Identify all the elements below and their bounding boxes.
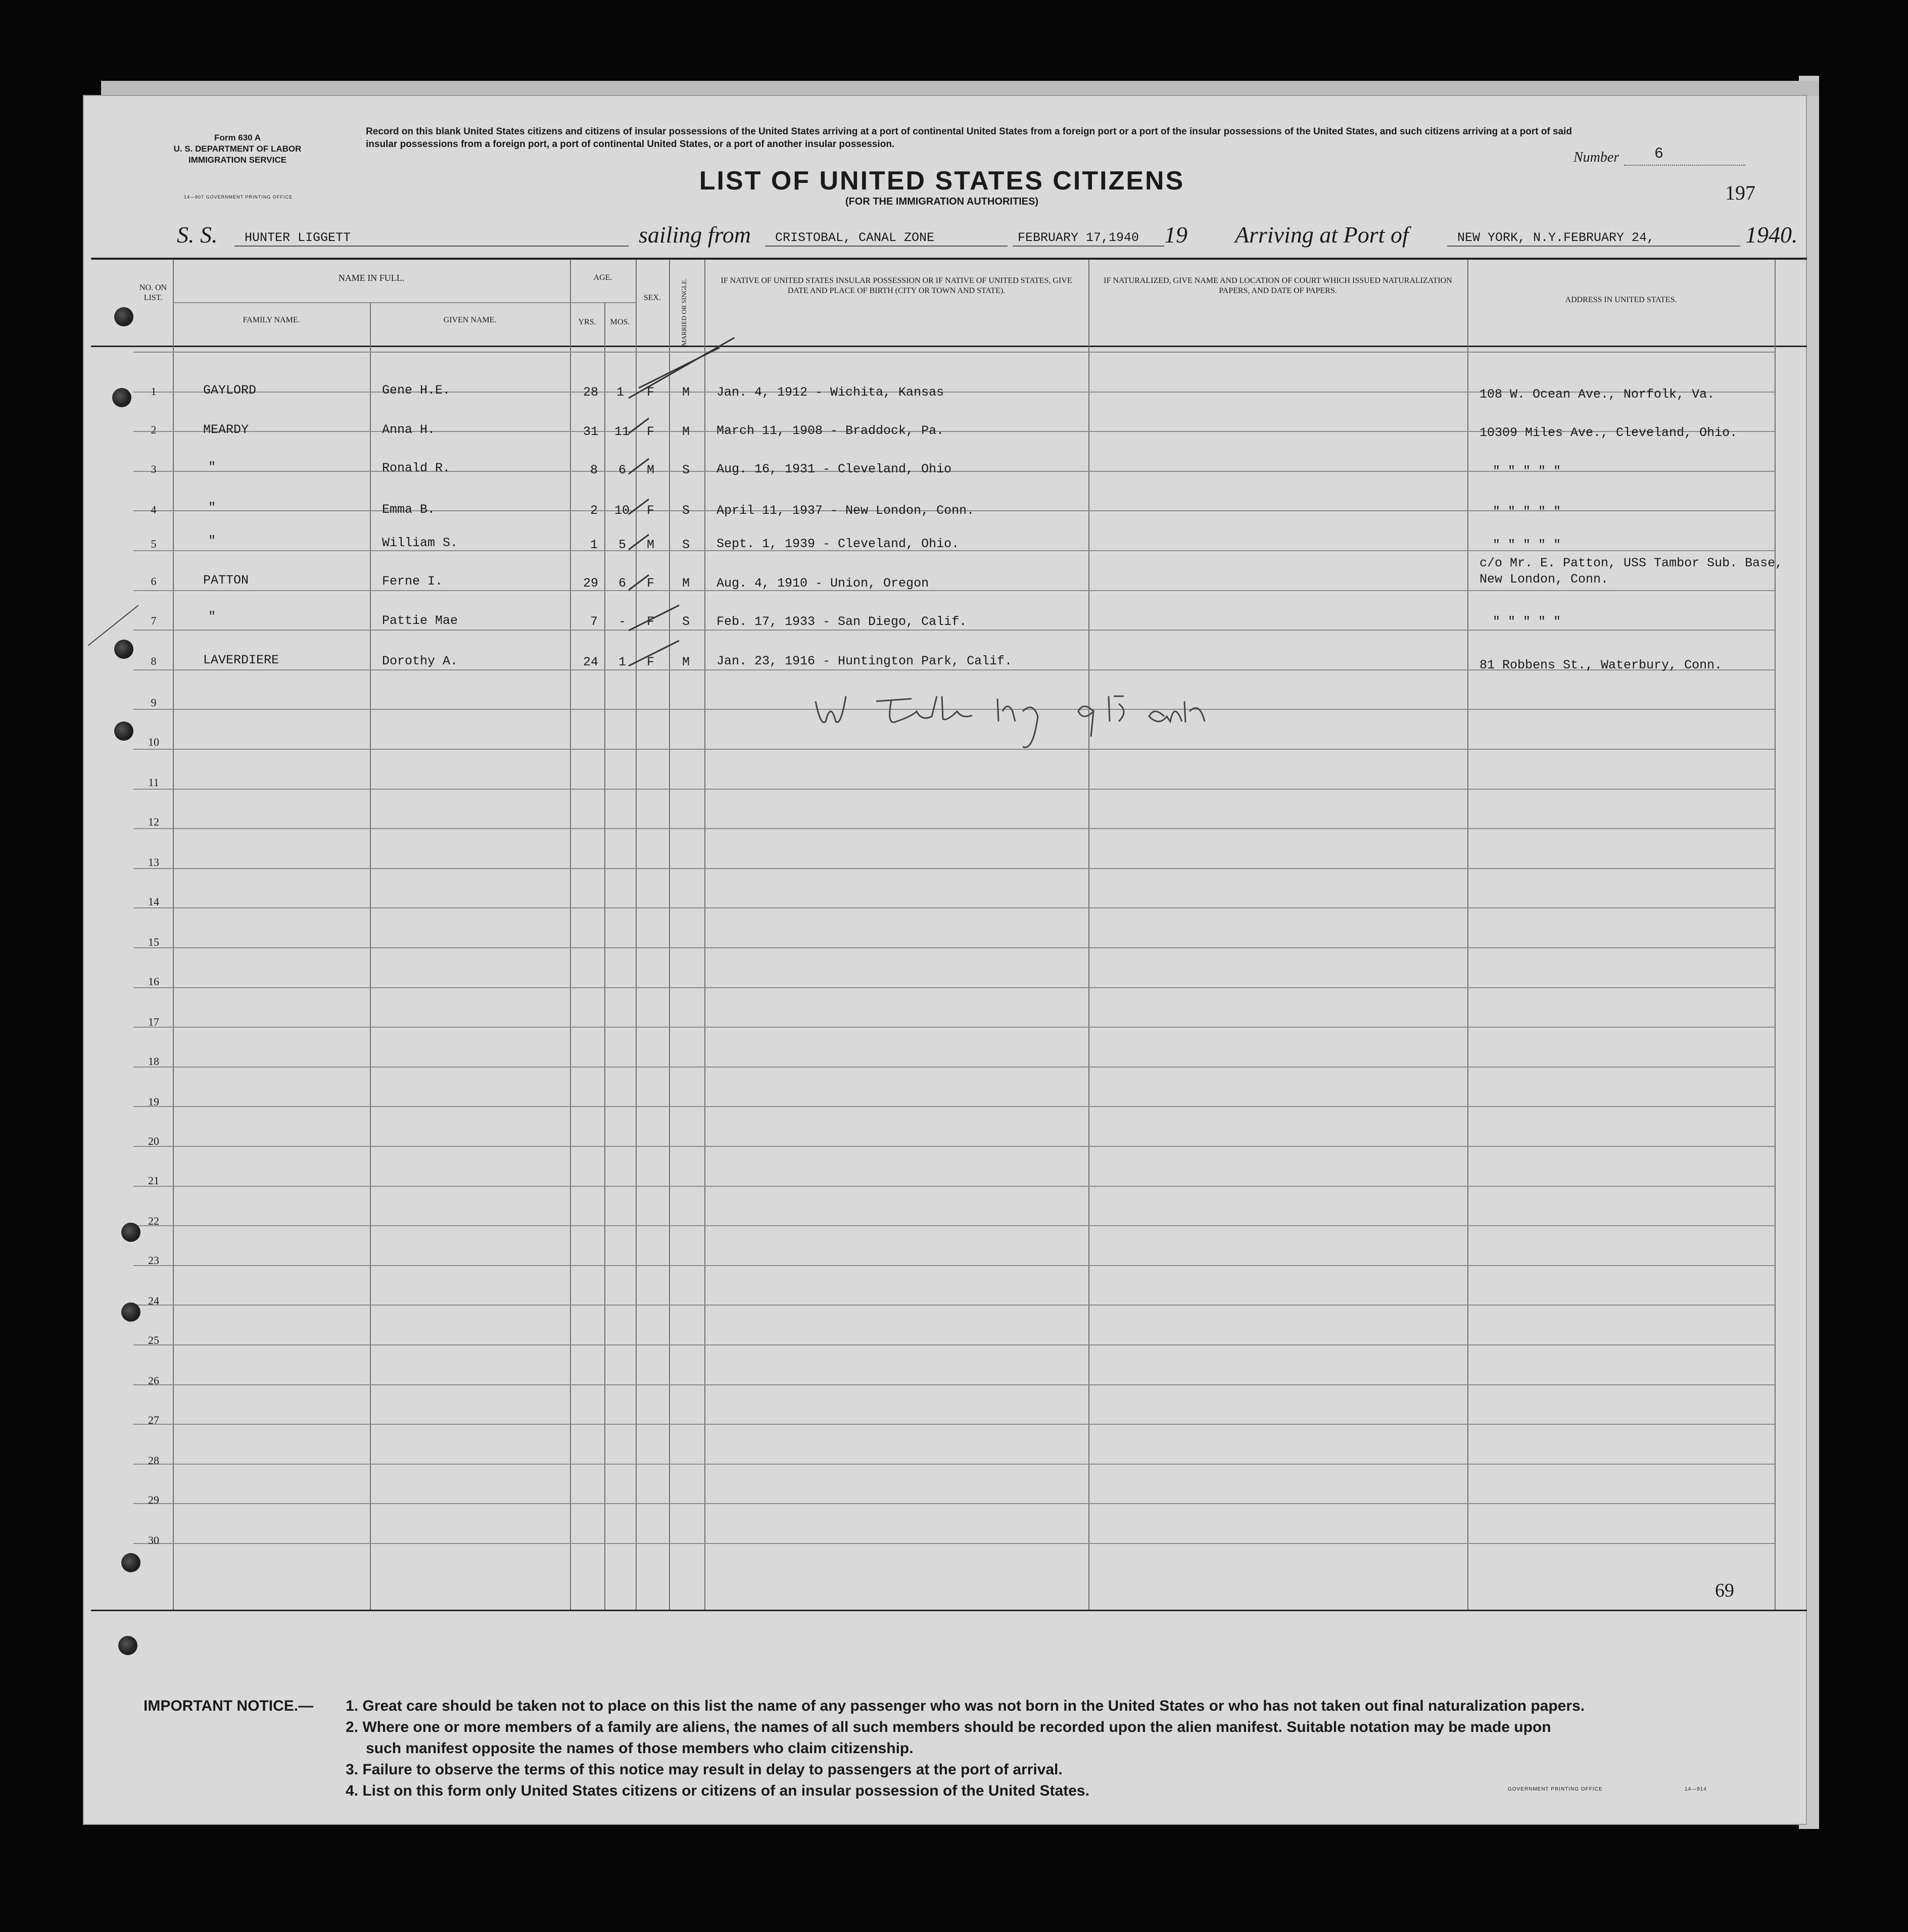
sailing-date: FEBRUARY 17,1940 — [1018, 230, 1139, 245]
sailing-from-underline — [765, 246, 1008, 247]
age-years: 29 — [583, 576, 599, 591]
punch-hole — [114, 721, 133, 741]
row-guide-line — [133, 352, 1775, 353]
arriving-port: NEW YORK, N.Y. — [1457, 230, 1564, 245]
row-number: 18 — [148, 1055, 159, 1068]
marital-status: M — [682, 576, 690, 591]
ship-name: HUNTER LIGGETT — [245, 230, 351, 245]
given-name: Pattie Mae — [382, 613, 458, 628]
row-number: 10 — [148, 736, 159, 748]
record-instructions: Record on this blank United States citizens and citizens of insular possessions of the United States arriving at a port of continental United States from a foreign port or a port of the insular possessions of the United States, and such citizens arriving at a port of said insular possessions from a foreign port, a port of continental United States, or a port of another insular possession. — [366, 126, 1572, 150]
footer-gpo: GOVERNMENT PRINTING OFFICE — [1508, 1786, 1603, 1792]
row-number: 19 — [148, 1095, 159, 1108]
notice-item-1: 1. Great care should be taken not to place on this list the name of any passenger who was not born in the United States or who has not taken out final naturalization papers. — [346, 1698, 1585, 1714]
sex: M — [647, 538, 655, 552]
age-years: 28 — [583, 385, 599, 400]
punch-hole — [112, 388, 131, 407]
marital-status: M — [682, 424, 690, 439]
given-name: Emma B. — [382, 502, 436, 517]
row-guide-line — [133, 1503, 1775, 1504]
us-address: " " " " " — [1493, 504, 1561, 519]
row-number: 23 — [148, 1254, 159, 1267]
header-family-name: FAMILY NAME. — [243, 316, 300, 324]
notice-item-2-cont: such manifest opposite the names of those members who claim citizenship. — [366, 1740, 914, 1757]
row-number: 26 — [148, 1374, 159, 1387]
footer-code: 14—914 — [1685, 1786, 1707, 1792]
given-name: Ronald R. — [382, 461, 451, 475]
header-age: AGE. — [593, 273, 612, 282]
us-address: c/o Mr. E. Patton, USS Tambor Sub. Base, — [1480, 556, 1783, 570]
us-address: " " " " " — [1493, 538, 1561, 552]
col-divider-native — [1088, 260, 1089, 1610]
page-title: LIST OF UNITED STATES CITIZENS — [699, 166, 1185, 196]
page-stamp: 197 — [1725, 181, 1755, 204]
row-guide-line — [133, 1225, 1775, 1226]
header-married-or-single: MARRIED OR SINGLE. — [680, 278, 688, 346]
punch-hole — [121, 1302, 140, 1322]
age-years: 2 — [590, 503, 598, 518]
row-guide-line — [133, 947, 1775, 948]
header-given-name: GIVEN NAME. — [443, 316, 497, 324]
given-name: Gene H.E. — [382, 383, 451, 398]
col-divider-yrs — [604, 303, 605, 1610]
name-age-subheader-line — [173, 302, 636, 303]
punch-hole — [114, 307, 133, 326]
sailing-from-label: sailing from — [639, 222, 751, 248]
sailing-from-port: CRISTOBAL, CANAL ZONE — [775, 230, 935, 245]
family-name: " — [208, 609, 216, 624]
form-identifier — [147, 132, 328, 166]
row-guide-line — [133, 868, 1775, 869]
row-number: 25 — [148, 1334, 159, 1346]
age-months: 5 — [618, 538, 627, 552]
col-divider-no — [173, 260, 174, 1610]
age-years: 7 — [590, 614, 598, 629]
row-guide-line — [133, 1305, 1775, 1306]
header-yrs: YRS. — [578, 318, 596, 326]
age-months: 10 — [614, 503, 630, 518]
ship-underline — [234, 246, 629, 247]
arriving-year: 1940. — [1745, 222, 1798, 248]
marital-status: S — [682, 463, 690, 477]
row-guide-line — [133, 1384, 1775, 1385]
row-number: 12 — [148, 815, 159, 828]
birth-date-place: Feb. 17, 1933 - San Diego, Calif. — [717, 614, 967, 629]
col-divider-address — [1775, 260, 1776, 1610]
row-guide-line — [133, 1344, 1775, 1345]
sex: F — [647, 385, 655, 400]
handwritten-note — [810, 681, 1366, 762]
birth-date-place: April 11, 1937 - New London, Conn. — [717, 503, 975, 518]
gpo-header-small: 14—907 GOVERNMENT PRINTING OFFICE — [184, 195, 293, 200]
row-guide-line — [133, 1424, 1775, 1425]
sex: M — [647, 463, 655, 477]
row-guide-line — [133, 1543, 1775, 1544]
row-guide-line — [133, 1027, 1775, 1028]
arriving-underline — [1447, 246, 1740, 247]
row-guide-line — [133, 1067, 1775, 1068]
header-naturalized: IF NATURALIZED, GIVE NAME AND LOCATION OF COURT WHICH ISSUED NATURALIZATION PAPERS, AND DATE OF PAPERS. — [1104, 276, 1452, 295]
notice-item-4: 4. List on this form only United States citizens or citizens of an insular possession of the United States. — [346, 1782, 1089, 1799]
row-number: 15 — [148, 936, 159, 948]
header-address: ADDRESS IN UNITED STATES. — [1565, 296, 1677, 304]
col-divider-given — [570, 260, 571, 1610]
row-number: 6 — [151, 575, 157, 588]
header-name-in-full: NAME IN FULL. — [338, 273, 405, 283]
row-guide-line — [133, 1464, 1775, 1465]
row-guide-line — [133, 1146, 1775, 1147]
us-address: " " " " " — [1493, 614, 1561, 629]
page-subtitle: (FOR THE IMMIGRATION AUTHORITIES) — [845, 196, 1039, 207]
row-number: 4 — [151, 503, 157, 516]
row-guide-line — [133, 1186, 1775, 1187]
row-number: 2 — [151, 423, 157, 436]
birth-date-place: Aug. 4, 1910 - Union, Oregon — [717, 576, 929, 591]
row-number: 3 — [151, 463, 157, 475]
birth-date-place: Aug. 16, 1931 - Cleveland, Ohio — [717, 462, 952, 476]
family-name: LAVERDIERE — [203, 653, 279, 667]
us-address: 108 W. Ocean Ave., Norfolk, Va. — [1480, 387, 1715, 402]
bottom-stamp: 69 — [1715, 1580, 1734, 1601]
service-name: IMMIGRATION SERVICE — [188, 155, 287, 165]
sex: F — [647, 576, 655, 591]
table-bottom-rule — [91, 1610, 1807, 1611]
age-years: 31 — [583, 424, 599, 439]
col-divider-family — [370, 303, 371, 1610]
notice-lead: IMPORTANT NOTICE.— — [144, 1698, 314, 1714]
notice-item-3: 3. Failure to observe the terms of this notice may result in delay to passengers at the port of arrival. — [346, 1761, 1063, 1778]
age-months: 1 — [618, 655, 627, 669]
age-months: 1 — [616, 385, 625, 400]
marital-status: S — [682, 503, 690, 518]
row-number: 5 — [151, 538, 157, 550]
row-number: 20 — [148, 1135, 159, 1147]
birth-date-place: Jan. 4, 1912 - Wichita, Kansas — [717, 385, 944, 400]
birth-date-place: March 11, 1908 - Braddock, Pa. — [717, 423, 944, 438]
row-number: 27 — [148, 1414, 159, 1426]
row-number: 1 — [151, 385, 157, 398]
header-bottom-rule — [91, 346, 1807, 347]
ss-label: S. S. — [177, 222, 218, 248]
punch-hole — [118, 1636, 137, 1655]
row-number: 13 — [148, 856, 159, 868]
marital-status: S — [682, 614, 690, 629]
given-name: Dorothy A. — [382, 654, 458, 668]
given-name: William S. — [382, 536, 458, 550]
row-guide-line — [133, 590, 1775, 591]
age-months: 6 — [618, 463, 627, 477]
row-number: 29 — [148, 1493, 159, 1506]
row-number: 9 — [151, 696, 157, 709]
row-number: 30 — [148, 1534, 159, 1547]
year-prefix: 19 — [1164, 222, 1187, 248]
age-years: 24 — [583, 655, 599, 669]
us-address: " " " " " — [1493, 464, 1561, 478]
manifest-sheet — [83, 95, 1807, 1825]
row-number: 14 — [148, 895, 159, 908]
notice-item-2: 2. Where one or more members of a family are aliens, the names of all such members should be recorded upon the alien manifest. Suitable notation may be made upon — [346, 1719, 1551, 1735]
age-months: 11 — [614, 424, 630, 439]
family-name: GAYLORD — [203, 383, 257, 398]
marital-status: M — [682, 655, 690, 669]
punch-hole — [114, 640, 133, 659]
col-divider-naturalized — [1467, 260, 1468, 1610]
row-guide-line — [133, 789, 1775, 790]
family-name: " — [208, 534, 216, 548]
family-name: PATTON — [203, 573, 249, 588]
sailing-date-underline — [1013, 246, 1164, 247]
table-top-rule — [91, 258, 1807, 260]
department-name: U. S. DEPARTMENT OF LABOR — [173, 144, 302, 154]
age-months: - — [618, 614, 627, 629]
marital-status: S — [682, 538, 690, 552]
sex: F — [647, 655, 655, 669]
age-months: 6 — [618, 576, 627, 591]
row-number: 17 — [148, 1016, 159, 1028]
row-number: 28 — [148, 1454, 159, 1467]
row-number: 8 — [151, 655, 157, 667]
marital-status: M — [682, 385, 690, 400]
row-guide-line — [133, 828, 1775, 829]
row-guide-line — [133, 987, 1775, 988]
age-years: 1 — [590, 538, 598, 552]
row-number: 21 — [148, 1174, 159, 1187]
row-number: 22 — [148, 1215, 159, 1227]
us-address: 10309 Miles Ave., Cleveland, Ohio. — [1480, 425, 1738, 440]
punch-hole — [121, 1553, 140, 1572]
number-value: 6 — [1654, 146, 1664, 163]
sex: F — [647, 424, 655, 439]
header-no-on-list: NO. ON LIST. — [139, 283, 167, 302]
family-name: " — [208, 460, 216, 474]
arriving-label: Arriving at Port of — [1235, 222, 1409, 248]
header-mos: MOS. — [610, 318, 630, 326]
age-tick-marks — [618, 337, 770, 742]
header-sex: SEX. — [643, 294, 661, 302]
row-guide-line — [133, 1265, 1775, 1266]
given-name: Ferne I. — [382, 574, 443, 589]
row-guide-line — [133, 630, 1775, 631]
row-number: 11 — [148, 776, 159, 789]
number-label: Number — [1573, 150, 1619, 165]
number-line — [1624, 165, 1745, 166]
birth-date-place: Jan. 23, 1916 - Huntington Park, Calif. — [717, 654, 1013, 668]
us-address-line2: New London, Conn. — [1480, 572, 1609, 587]
row-number: 7 — [151, 614, 157, 627]
row-number: 16 — [148, 975, 159, 988]
header-native-birth: IF NATIVE OF UNITED STATES INSULAR POSSESSION OR IF NATIVE OF UNITED STATES, GIVE DATE AND PLACE OF BIRTH (CITY OR TOWN AND STATE). — [721, 276, 1072, 295]
age-years: 8 — [590, 463, 598, 477]
punch-hole — [121, 1223, 140, 1242]
family-name: MEARDY — [203, 422, 249, 437]
birth-date-place: Sept. 1, 1939 - Cleveland, Ohio. — [717, 537, 960, 551]
us-address: 81 Robbens St., Waterbury, Conn. — [1480, 658, 1723, 672]
row-number: 24 — [148, 1294, 159, 1307]
arriving-date: FEBRUARY 24, — [1563, 230, 1655, 245]
sex: F — [647, 503, 655, 518]
family-name: " — [208, 500, 216, 515]
row-guide-line — [133, 907, 1775, 908]
sex: F — [647, 614, 655, 629]
given-name: Anna H. — [382, 422, 436, 437]
underlying-sheet-top — [101, 81, 1819, 96]
row-guide-line — [133, 1106, 1775, 1107]
form-number: Form 630 A — [214, 133, 261, 142]
